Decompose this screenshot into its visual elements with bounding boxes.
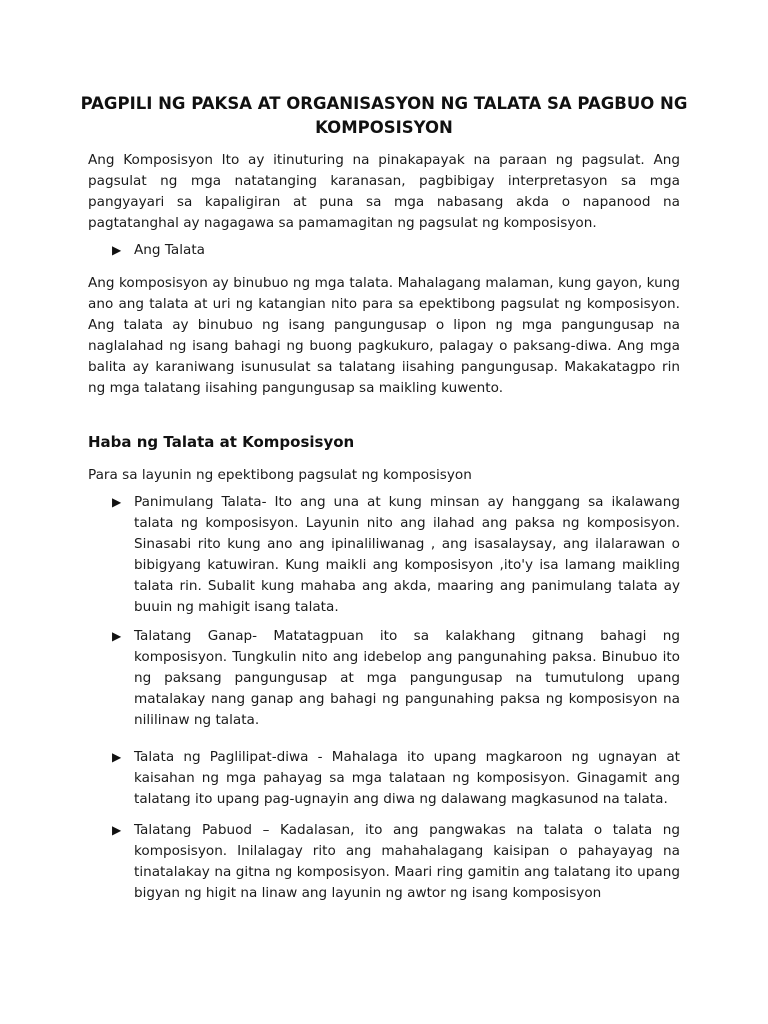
triangle-bullet-icon: ▶ (112, 823, 122, 837)
triangle-bullet-icon: ▶ (112, 495, 122, 509)
bullet-talata-ng-paglilipat-diwa-text: Talata ng Paglilipat-diwa - Mahalaga ito upang magkaroon ng ugnayan at kaisahan ng mga pahayag sa mga talataan ng komposisyon. Ginagamit ang talatang ito upang pag-ugnayin ang diwa ng dalawang magkasunod na talata. (134, 749, 680, 807)
triangle-bullet-icon: ▶ (112, 629, 122, 643)
bullet-talata-ng-paglilipat-diwa (112, 747, 680, 810)
section-intro: Para sa layunin ng epektibong pagsulat ng komposisyon (88, 467, 472, 483)
triangle-bullet-icon: ▶ (112, 243, 122, 257)
talata-paragraph: Ang komposisyon ay binubuo ng mga talata. Mahalagang malaman, kung gayon, kung ano ang talata at uri ng katangian nito para sa epektibong pagsulat ng komposisyon. Ang talata ay binubuo ng isang pangungusap o lipon ng mga pangungusap na naglalahad ng isang bahagi ng buong pagkukuro, palagay o paksang-diwa. Ang mga balita ay karaniwang isunusulat sa talatang iisahing pangungusap. Makakatagpo rin ng mga talatang iisahing pangungusap sa maikling kuwento. (88, 275, 680, 396)
ang-talata-bullet (112, 240, 680, 261)
bullet-panimulang-talata (112, 492, 680, 618)
bullet-talatang-ganap (112, 626, 680, 731)
bullet-talatang-pabuod (112, 820, 680, 904)
section-heading: Haba ng Talata at Komposisyon (88, 433, 355, 451)
bullet-talatang-ganap-text: Talatang Ganap- Matatagpuan ito sa kalakhang gitnang bahagi ng komposisyon. Tungkulin nito ang idebelop ang pangunahing paksa. Binubuo ito ng paksang pangungusap at mga pangungusap na tumutulong upang matalakay nang ganap ang bahagi ng pangunahing paksa ng komposisyon na nililinaw ng talata. (134, 628, 680, 728)
intro-paragraph: Ang Komposisyon Ito ay itinuturing na pinakapayak na paraan ng pagsulat. Ang pagsulat ng mga natatanging karanasan, pagbibigay interpretasyon sa mga pangyayari sa kapaligiran at puna sa mga nabasang akda o napanood na pagtatanghal ay nagagawa sa pamamagitan ng pagsulat ng komposisyon. (88, 152, 680, 231)
ang-talata-label: Ang Talata (134, 242, 206, 258)
document-title: PAGPILI NG PAKSA AT ORGANISASYON NG TALATA SA PAGBUO NG KOMPOSISYON (80, 94, 688, 137)
bullet-talatang-pabuod-text: Talatang Pabuod – Kadalasan, ito ang pangwakas na talata o talata ng komposisyon. Inilalagay rito ang mahahalagang kaisipan o pahayayag na tinatalakay na gitna ng komposisyon. Maari ring gamitin ang talatang ito upang bigyan ng higit na linaw ang layunin ng awtor ng isang komposisyon (134, 822, 680, 901)
triangle-bullet-icon: ▶ (112, 750, 122, 764)
bullet-panimulang-talata-text: Panimulang Talata- Ito ang una at kung minsan ay hanggang sa ikalawang talata ng komposisyon. Layunin nito ang ilahad ang paksa ng komposisyon. Sinasabi rito kung ano ang ipinaliliwanag , ang isasalaysay, ang ilalarawan o bibigyang katuwiran. Kung maikli ang komposisyon ,ito'y isa lamang maikling talata rin. Subalit kung mahaba ang akda, maaring ang panimulang talata ay buuin ng mahigit isang talata. (134, 494, 680, 615)
